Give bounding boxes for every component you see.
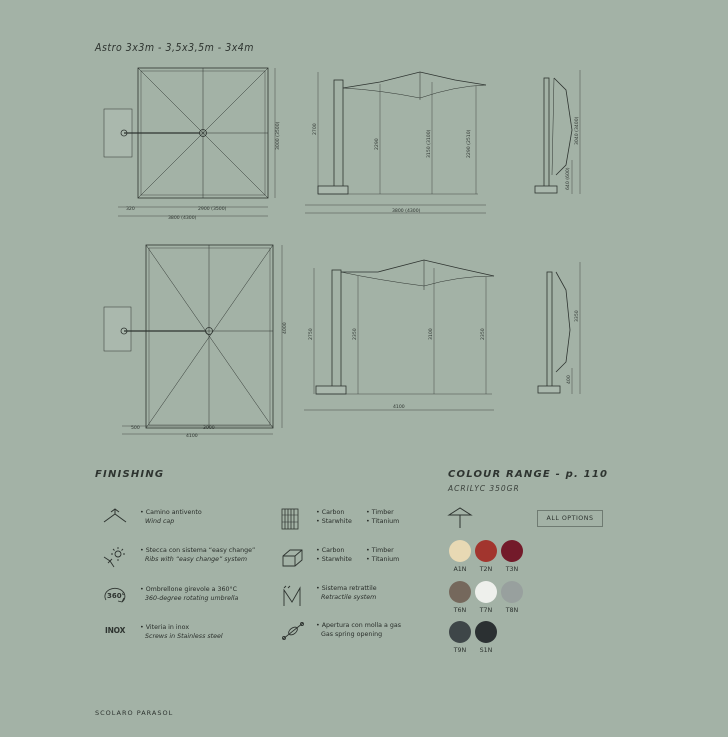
swatch-a1n[interactable] — [449, 540, 471, 562]
colour-range-subheading: ACRILYC 350GR — [448, 484, 520, 493]
pole-pattern-icon — [280, 507, 306, 531]
easy-change-icon — [102, 545, 128, 569]
dim-canopy-width-2: 3000 — [203, 426, 215, 431]
finishing-item-4-line2: Screws in Stainless steel — [145, 633, 223, 640]
option-4-line2: Gas spring opening — [321, 631, 383, 638]
rotation-360-text: 360° — [107, 592, 126, 600]
option-1-col2-a: • Timber — [366, 509, 394, 516]
option-4-line1: • Apertura con molla a gas — [316, 622, 402, 629]
option-1-col1-a: • Carbon — [316, 509, 345, 516]
swatch-label-t9n: T9N — [453, 647, 467, 654]
option-3-line1: • Sistema retrattile — [316, 585, 377, 592]
option-2-col1-b: • Starwhite — [316, 556, 352, 563]
option-2-col1-a: • Carbon — [316, 547, 345, 554]
finishing-item-3-line1: • Ombrellone girevole a 360°C — [140, 586, 238, 593]
dim-height-pole-2: 2750 — [309, 328, 314, 340]
base-plate-2 — [104, 307, 131, 351]
gas-spring-icon — [280, 619, 306, 643]
swatch-s1n[interactable] — [475, 621, 497, 643]
finishing-heading: FINISHING — [95, 469, 165, 480]
dim-height-a-2: 2350 — [353, 328, 358, 340]
rotation-360-icon — [102, 584, 128, 608]
umbrella-icon — [447, 505, 473, 529]
colour-range-heading: COLOUR RANGE - p. 110 — [448, 469, 609, 480]
dim-left-offset-2: 500 — [131, 426, 140, 431]
dim-height-pole-1: 2700 — [313, 123, 318, 135]
swatch-label-t2n: T2N — [479, 566, 493, 573]
dim-overall-width-1: 3800 (4300) — [168, 216, 197, 221]
finishing-item-2-line1: • Stecca con sistema “easy change” — [140, 547, 256, 554]
wind-cap-icon — [102, 506, 128, 530]
option-3-line2: Retractile system — [321, 594, 377, 601]
dim-side-base-1: 640 (600) — [566, 167, 571, 190]
swatch-t8n[interactable] — [501, 581, 523, 603]
finishing-item-4-line1: • Viteria in inox — [140, 624, 190, 631]
swatch-label-t6n: T6N — [453, 607, 467, 614]
dim-base-width-2: 4100 — [393, 405, 405, 410]
dim-side-height-1: 3040 (3400) — [575, 116, 580, 145]
retractile-icon — [280, 584, 306, 608]
dim-height-b-1: 3150 (3100) — [427, 129, 432, 158]
dim-height-c-1: 2290 (2510) — [467, 129, 472, 158]
swatch-label-s1n: S1N — [479, 647, 493, 654]
pole-front-1 — [334, 80, 343, 190]
option-1-col2-b: • Titanium — [366, 518, 400, 525]
finishing-item-1-line2: Wind cap — [145, 518, 175, 525]
swatch-t7n[interactable] — [475, 581, 497, 603]
swatch-label-t7n: T7N — [479, 607, 493, 614]
dim-overall-width-2: 4100 — [186, 434, 198, 439]
swatch-t9n[interactable] — [449, 621, 471, 643]
dim-canopy-depth-1: 3000 (3500) — [276, 121, 281, 150]
swatch-t3n[interactable] — [501, 540, 523, 562]
finishing-item-2-line2: Ribs with “easy change” system — [145, 556, 247, 563]
option-1-col1-b: • Starwhite — [316, 518, 352, 525]
all-options-button[interactable]: ALL OPTIONS — [537, 510, 603, 527]
dim-height-c-2: 2350 — [481, 328, 486, 340]
swatch-t6n[interactable] — [449, 581, 471, 603]
dim-side-base-2: 400 — [567, 375, 572, 384]
finishing-item-1-line1: • Camino antivento — [140, 509, 202, 516]
dim-height-b-2: 3100 — [429, 328, 434, 340]
finishing-item-3-line2: 360-degree rotating umbrella — [145, 595, 239, 602]
option-2-col2-a: • Timber — [366, 547, 394, 554]
dim-base-width-1: 3800 (4300) — [392, 209, 421, 214]
dim-left-offset-1: 320 — [126, 207, 135, 212]
dim-side-height-2: 3350 — [575, 310, 580, 322]
dim-canopy-depth-2: 4000 — [283, 322, 288, 334]
inox-icon: INOX — [105, 626, 126, 635]
footer-brand: SCOLARO PARASOL — [95, 709, 174, 717]
swatch-label-t8n: T8N — [505, 607, 519, 614]
base-box-icon — [280, 546, 306, 570]
swatch-t2n[interactable] — [475, 540, 497, 562]
dim-canopy-width-1: 2900 (3500) — [198, 207, 227, 212]
swatch-label-t3n: T3N — [505, 566, 519, 573]
dim-height-a-1: 2290 — [375, 138, 380, 150]
page-title: Astro 3x3m - 3,5x3,5m - 3x4m — [95, 42, 255, 54]
swatch-label-a1n: A1N — [453, 566, 467, 573]
option-2-col2-b: • Titanium — [366, 556, 400, 563]
